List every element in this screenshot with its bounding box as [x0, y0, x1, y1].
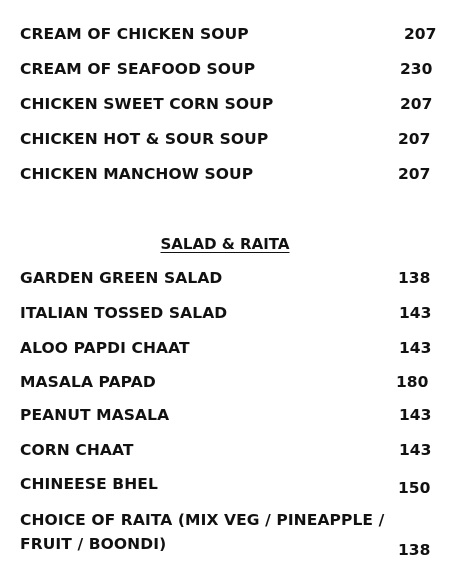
- menu-item-price: 207: [398, 165, 431, 183]
- menu-item-name: ITALIAN TOSSED SALAD: [20, 304, 228, 322]
- menu-item-price: 143: [399, 441, 432, 459]
- section-heading: SALAD & RAITA: [160, 235, 290, 253]
- menu-item-name: PEANUT MASALA: [20, 406, 170, 424]
- menu-item-price: 207: [404, 25, 437, 43]
- menu-item-price: 230: [400, 60, 433, 78]
- menu-item-name: CHOICE OF RAITA (MIX VEG / PINEAPPLE / FRUIT / BOONDI): [20, 511, 385, 553]
- menu-item-name: CHICKEN HOT & SOUR SOUP: [20, 130, 269, 148]
- menu-item-name: MASALA PAPAD: [20, 373, 156, 391]
- menu-item-name: CHINEESE BHEL: [20, 475, 158, 493]
- menu-item-name: GARDEN GREEN SALAD: [20, 269, 223, 287]
- menu-item-price: 143: [399, 406, 432, 424]
- menu-item-name: CHICKEN MANCHOW SOUP: [20, 165, 254, 183]
- menu-item-price: 138: [398, 269, 431, 287]
- menu-item-name: CREAM OF CHICKEN SOUP: [20, 25, 249, 43]
- menu-item-price: 143: [399, 304, 432, 322]
- menu-item-price: 180: [396, 373, 429, 391]
- menu-item-name: CREAM OF SEAFOOD SOUP: [20, 60, 256, 78]
- menu-item-name: ALOO PAPDI CHAAT: [20, 339, 190, 357]
- menu-item-price: 207: [398, 130, 431, 148]
- menu-item-price: 143: [399, 339, 432, 357]
- menu-item-price: 138: [398, 541, 431, 559]
- menu-item-price: 150: [398, 479, 431, 497]
- menu-item-name: CHICKEN SWEET CORN SOUP: [20, 95, 274, 113]
- menu-item-name: CORN CHAAT: [20, 441, 134, 459]
- menu-item-price: 207: [400, 95, 433, 113]
